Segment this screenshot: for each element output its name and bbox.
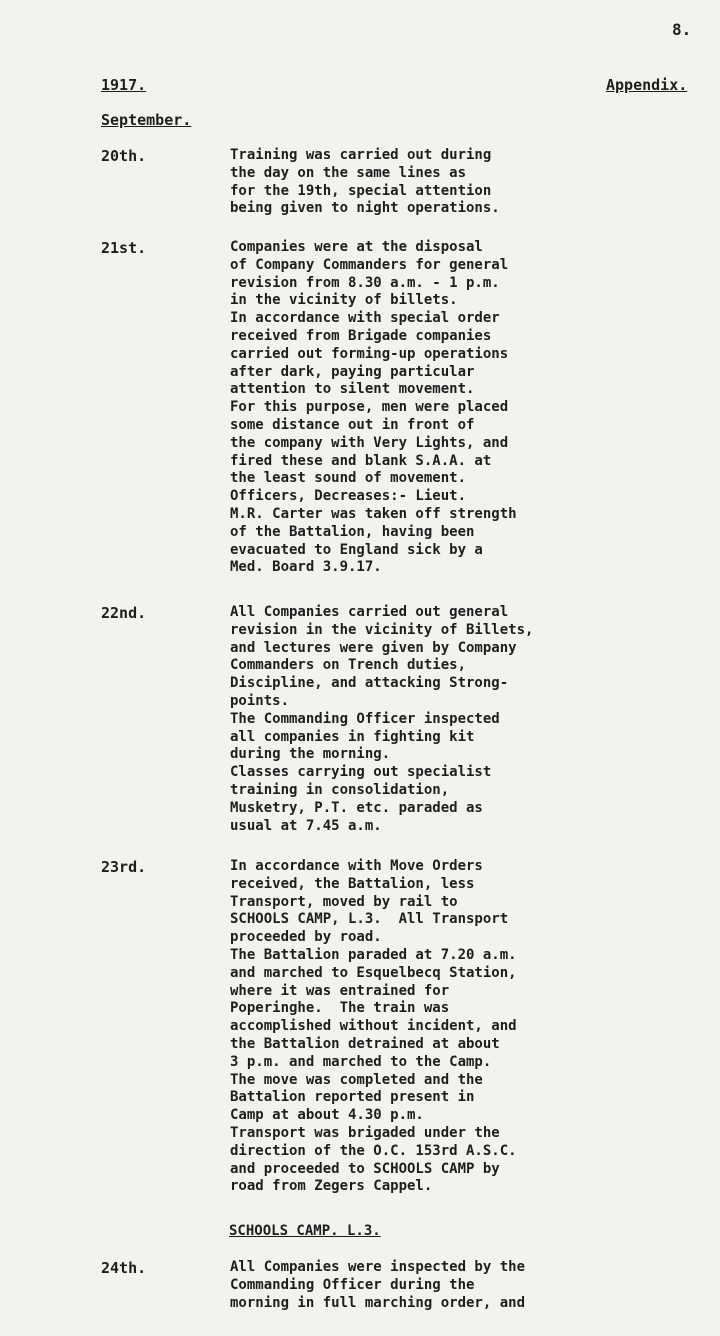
location-heading: SCHOOLS CAMP. L.3.	[229, 1223, 381, 1239]
entry-text: In accordance with Move Orders received, the Battalion, less Transport, moved by rail to SCHOOLS CAMP, L.3. All Transport proceeded by road. The Battalion paraded at 7.20 a.m. and marched to Esquelbecq Station, where it was entrained for Poperinghe. The train was accomplished without incident, and the Battalion detrained at about 3 p.m. and marched to the Camp. The move was completed and the Battalion reported present in Camp at about 4.30 p.m. Transport was brigaded under the direction of the O.C. 153rd A.S.C. and proceeded to SCHOOLS CAMP by road from Zegers Cappel.	[230, 858, 517, 1195]
entry-text: Companies were at the disposal of Company Commanders for general revision from 8.30 a.m. - 1 p.m. in the vicinity of billets. In accordance with special order received from Brigade companies carried out forming-up operations after dark, paying particular attention to silent movement. For this purpose, men were placed some distance out in front of the company with Very Lights, and fired these and blank S.A.A. at the least sound of movement. Officers, Decreases:- Lieut. M.R. Carter was taken off strength of the Battalion, having been evacuated to England sick by a Med. Board 3.9.17.	[230, 239, 517, 576]
entry-text: All Companies were inspected by the Commanding Officer during the morning in full marching order, and	[230, 1259, 526, 1311]
entry-text: Training was carried out during the day on the same lines as for the 19th, special attention being given to night operations.	[230, 147, 500, 217]
entry-date: 23rd.	[101, 858, 147, 876]
entry-date: 21st.	[101, 239, 147, 257]
year-heading: 1917.	[101, 76, 147, 94]
entry-text: All Companies carried out general revision in the vicinity of Billets, and lectures were given by Company Commanders on Trench duties, Discipline, and attacking Strong- points. The Commanding Officer inspected all companies in fighting kit during the morning. Classes carrying out specialist training in consolidation, Musketry, P.T. etc. paraded as usual at 7.45 a.m.	[230, 604, 534, 834]
entry-date: 24th.	[101, 1259, 147, 1277]
entry-date: 22nd.	[101, 604, 147, 622]
month-heading: September.	[101, 111, 192, 129]
entry-date: 20th.	[101, 147, 147, 165]
page-number: 8.	[672, 20, 692, 39]
appendix-heading: Appendix.	[606, 76, 688, 94]
